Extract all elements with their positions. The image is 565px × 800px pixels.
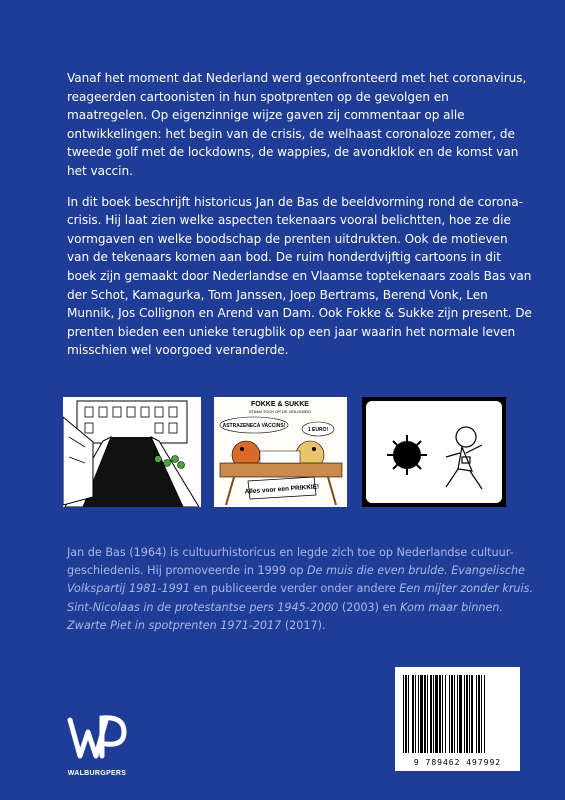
fokke-sukke-title: FOKKE & SUKKE [251, 401, 309, 408]
cartoon-strip [63, 397, 506, 507]
speech-bubble-left: ASTRAZENECA VACCINS! [222, 423, 286, 429]
bio-text-2: en publiceerde verder onder andere [189, 582, 400, 596]
cartoon-fokke-sukke [214, 397, 347, 507]
bio-text-4: (2017). [281, 618, 326, 632]
bio-book-title-3: Kom maar binnen. Zwarte Piet in spotprenten 1971-2017 [67, 600, 504, 632]
cartoon-virus-figure [362, 397, 506, 507]
bio-text-3: (2003) en [338, 600, 401, 614]
author-bio [67, 544, 537, 635]
blurb-paragraph-1: Vanaf het moment dat Nederland werd geconfronteerd met het coronavirus, reageerden cartoonisten in hun spotprenten op de gevolgen en maatregelen. Op eigenzinnige wijze gaven zij commentaar op alle ontwikkelingen: het begin van de crisis, de welhaast coronaloze zomer, de tweede golf met de lockdowns, de wappies, de avondklok en de komst van het vaccin. [67, 71, 527, 178]
wp-logo-icon [62, 708, 132, 768]
blurb-paragraph-2: In dit boek beschrijft historicus Jan de Bas de beeldvorming rond de corona-crisis. Hij laat zien welke aspecten tekenaars vooral belichtten, hoe ze die vormgaven en welke boodschap de prenten uitdrukten. Ook de motieven van de tekenaars komen aan bod. De ruim honderdvijftig cartoons in dit boek zijn gemaakt door Nederlandse en Vlaamse toptekenaars zoals Bas van der Schot, Kamagurka, Tom Janssen, Joep Bertrams, Berend Vonk, Len Munnik, Jos Collignon en Arend van Dam. Ook Fokke & Sukke zijn present. De prenten bieden een unieke terugblik op een jaar waarin het normale leven misschien wel voorgoed veranderde. [67, 194, 532, 358]
stall-sign: Alles voor een PRIKKIE! [244, 483, 320, 496]
isbn-digits: 9 789462 497992 [413, 758, 502, 767]
isbn-barcode [395, 667, 520, 771]
bio-book-title-1: De muis die even brulde. Evangelische Volkspartij 1981-1991 [67, 564, 526, 596]
barcode-icon [402, 675, 513, 753]
speech-bubble-right: 1 EURO! [307, 427, 329, 433]
publisher-logo [62, 708, 132, 788]
cartoon-street-scene [63, 397, 201, 507]
back-cover-blurb [67, 69, 532, 372]
virus-icon [387, 435, 427, 475]
bio-text-1: Jan de Bas (1964) is cultuurhistoricus en legde zich toe op Nederlandse cultuur-geschiedenis. Hij promoveerde in 1999 op [67, 546, 514, 578]
publisher-name: WALBURGPERS [67, 770, 127, 777]
bio-book-title-2: Een mijter zonder kruis. Sint-Nicolaas in de protestantse pers 1945-2000 [67, 582, 534, 614]
fokke-sukke-subtitle: STAAN TOCH OP DE VEILIGHEID [248, 409, 312, 414]
